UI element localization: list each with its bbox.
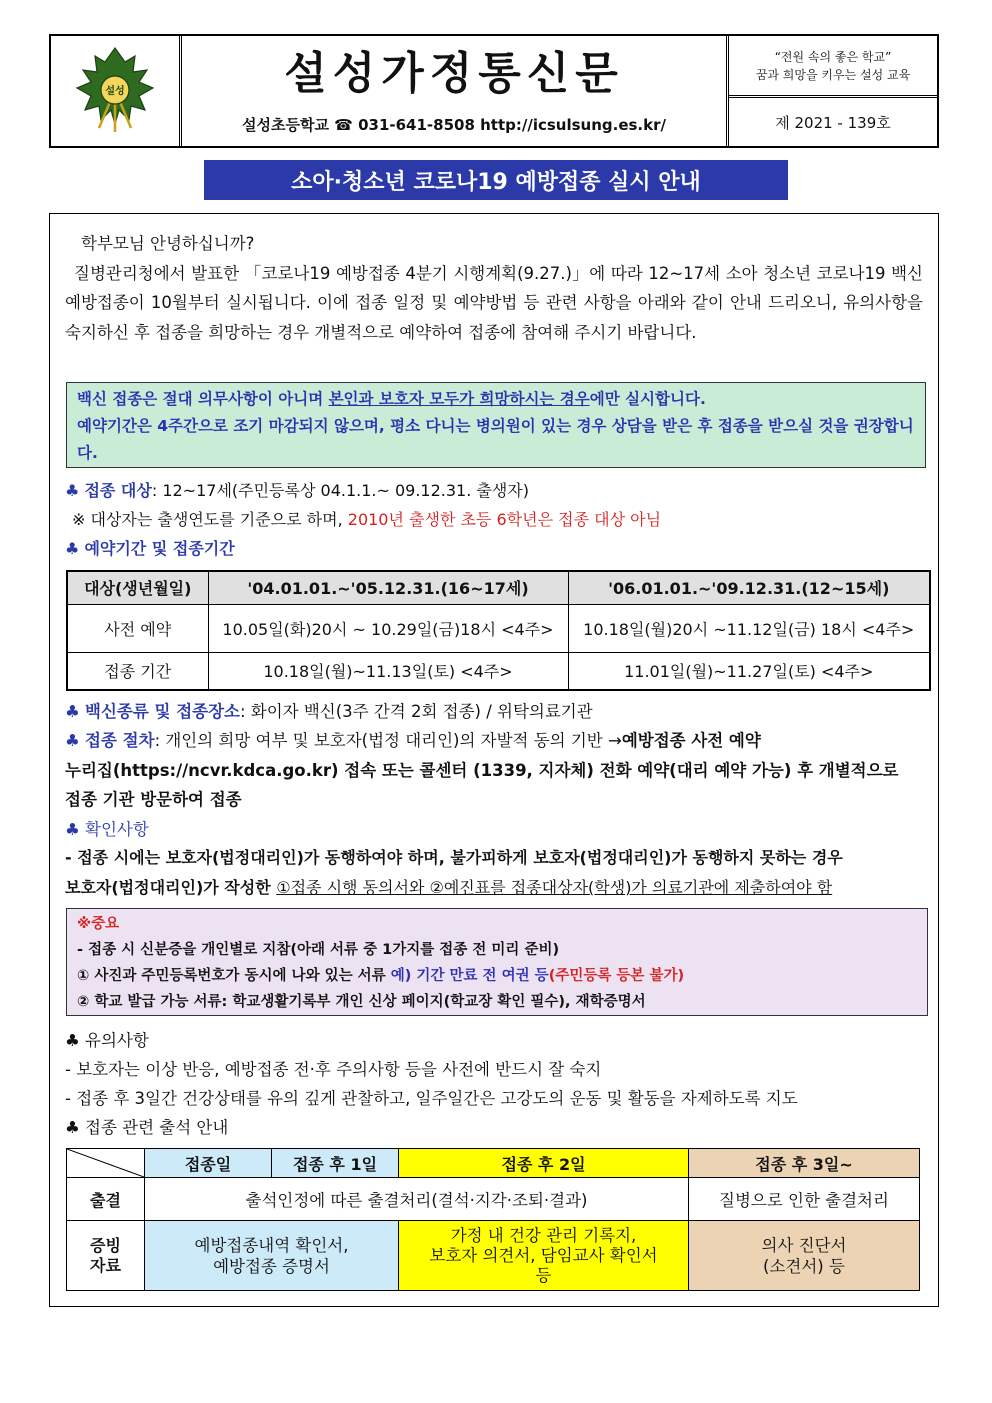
target-note: ※ 대상자는 출생연도를 기준으로 하며, 2010년 출생한 초등 6학년은 접종 대상 아님 <box>72 510 662 529</box>
club-icon: ♣ <box>65 820 80 839</box>
club-icon: ♣ <box>65 1031 80 1050</box>
club-icon: ♣ <box>65 702 80 721</box>
table-header: '06.01.01.~'09.12.31.(12~15세) <box>568 571 930 604</box>
motto-line-1: “전원 속의 좋은 학교” <box>774 49 892 64</box>
vaccine-line: ♣ 백신종류 및 접종장소: 화이자 백신(3주 간격 2회 접종) / 위탁의료기관 <box>65 702 593 721</box>
diagonal-header-cell <box>67 1149 145 1178</box>
exclusion-note: 2010년 출생한 초등 6학년은 접종 대상 아님 <box>347 510 662 529</box>
caution-item: - 접종 후 3일간 건강상태를 유의 깊게 관찰하고, 일주일간은 고강도의 운동 및 활동을 자제하도록 지도 <box>65 1089 798 1108</box>
school-motto <box>729 36 937 98</box>
newsletter-title: 설성가정통신문 <box>284 47 624 99</box>
table-row: 사전 예약 10.05일(화)20시 ~ 10.29일(금)18시 <4주> 10.18일(월)20시 ~11.12일(금) 18시 <4주> <box>67 604 930 652</box>
procedure-line-1: ♣ 접종 절차: 개인의 희망 여부 및 보호자(법정 대리인)의 자발적 동의 기반 →예방접종 사전 예약 <box>65 731 761 750</box>
procedure-line-2: 누리집(https://ncvr.kdca.go.kr) 접속 또는 콜센터 (1339, 지자체) 전화 예약(대리 예약 가능) 후 개별적으로 <box>65 761 899 780</box>
club-icon: ♣ <box>65 481 80 500</box>
procedure-line-3: 접종 기관 방문하여 접종 <box>65 790 242 809</box>
newsletter-header <box>49 34 939 148</box>
issue-number: 제 2021 - 139호 <box>775 113 891 132</box>
school-logo <box>51 36 182 146</box>
important-line-3: ② 학교 발급 가능 서류: 학교생활기록부 개인 신상 페이지(학교장 확인 필수), 재학증명서 <box>77 994 646 1010</box>
required-documents: ①접종 시행 동의서와 ②예진표를 접종대상자(학생)가 의료기관에 제출하여야 함 <box>276 878 833 897</box>
attendance-table <box>66 1148 920 1291</box>
confirm-line-2: 보호자(법정대리인)가 작성한 ①접종 시행 동의서와 ②예진표를 접종대상자(학생)가 의료기관에 제출하여야 함 <box>65 878 833 897</box>
attendance-heading: ♣ 접종 관련 출석 안내 <box>65 1118 229 1137</box>
table-header: 접종 후 1일 <box>272 1149 399 1178</box>
table-header: 접종 후 3일~ <box>689 1149 920 1178</box>
caution-item: - 보호자는 이상 반응, 예방접종 전·후 주의사항 등을 사전에 반드시 잘 숙지 <box>65 1060 602 1079</box>
important-line-1: - 접종 시 신분증을 개인별로 지참(아래 서류 중 1가지를 접종 전 미리 준비) <box>77 942 560 958</box>
school-contact: 설성초등학교 ☎ 031-641-8508 http://icsulsung.es.kr/ <box>242 115 666 134</box>
greeting: 학부모님 안녕하십니까? <box>81 234 255 253</box>
table-header: 접종 후 2일 <box>399 1149 689 1178</box>
table-header: 접종일 <box>145 1149 272 1178</box>
school-emblem-icon <box>69 46 161 136</box>
table-row: 증빙 자료 예방접종내역 확인서, 예방접종 증명서 가정 내 건강 관리 기록지, 보호자 의견서, 담임교사 확인서 등 의사 진단서 (소견서) 등 <box>67 1221 920 1291</box>
important-line-2: ① 사진과 주민등록번호가 동시에 나와 있는 서류 예) 기간 만료 전 여권 등(주민등록 등본 불가) <box>77 968 685 984</box>
schedule-table <box>66 570 931 691</box>
table-header: '04.01.01.~'05.12.31.(16~17세) <box>208 571 568 604</box>
club-icon: ♣ <box>65 539 80 558</box>
club-icon: ♣ <box>65 1118 80 1137</box>
table-row: 출결 출석인정에 따른 출결처리(결석·지각·조퇴·결과) 질병으로 인한 출결처리 <box>67 1178 920 1221</box>
target-label: 접종 대상 <box>84 481 152 500</box>
important-title: ※중요 <box>77 916 120 932</box>
table-header: 대상(생년월일) <box>67 571 208 604</box>
confirm-line-1: - 접종 시에는 보호자(법정대리인)가 동행하여야 하며, 불가피하게 보호자(법정대리인)가 동행하지 못하는 경우 <box>65 848 843 867</box>
notice-line-2: 예약기간은 4주간으로 조기 마감되지 않으며, 평소 다니는 병의원이 있는 경우 상담을 받은 후 접종을 받으실 것을 권장합니다. <box>77 417 914 462</box>
notice-line-1: 백신 접종은 절대 의무사항이 아니며 본인과 보호자 모두가 희망하시는 경우에만 실시합니다. <box>77 390 706 408</box>
notice-box <box>66 382 926 468</box>
target-line: ♣ 접종 대상: 12~17세(주민등록상 04.1.1.~ 09.12.31. 출생자) <box>65 481 530 500</box>
intro-paragraph <box>65 229 923 347</box>
club-icon: ♣ <box>65 731 80 750</box>
confirm-heading: ♣ 확인사항 <box>65 820 149 839</box>
intro-body: 질병관리청에서 발표한 「코로나19 예방접종 4분기 시행계획(9.27.)」에 따라 12~17세 소아 청소년 코로나19 백신 예방접종이 10월부터 실시됩니다. 이에 접종 일정 및 예약방법 등 관련 사항을 아래와 같이 안내 드리오니, 유의사항을 숙지하신 후 접종을 희망하는 경우 개별적으로 예약하여 접종에 참여해 주시기 바랍니다. <box>65 263 923 342</box>
notice-title-banner: 소아·청소년 코로나19 예방접종 실시 안내 <box>204 160 788 200</box>
important-box <box>66 908 928 1016</box>
schedule-heading: ♣ 예약기간 및 접종기간 <box>65 539 235 558</box>
emphasis-consent: 본인과 보호자 모두가 희망하시는 경우 <box>328 390 590 408</box>
motto-line-2: 꿈과 희망을 키우는 설성 교육 <box>755 67 911 82</box>
cautions-heading: ♣ 유의사항 <box>65 1031 149 1050</box>
svg-text:설성: 설성 <box>105 86 125 97</box>
table-row: 접종 기간 10.18일(월)~11.13일(토) <4주> 11.01일(월)~11.27일(토) <4주> <box>67 652 930 690</box>
